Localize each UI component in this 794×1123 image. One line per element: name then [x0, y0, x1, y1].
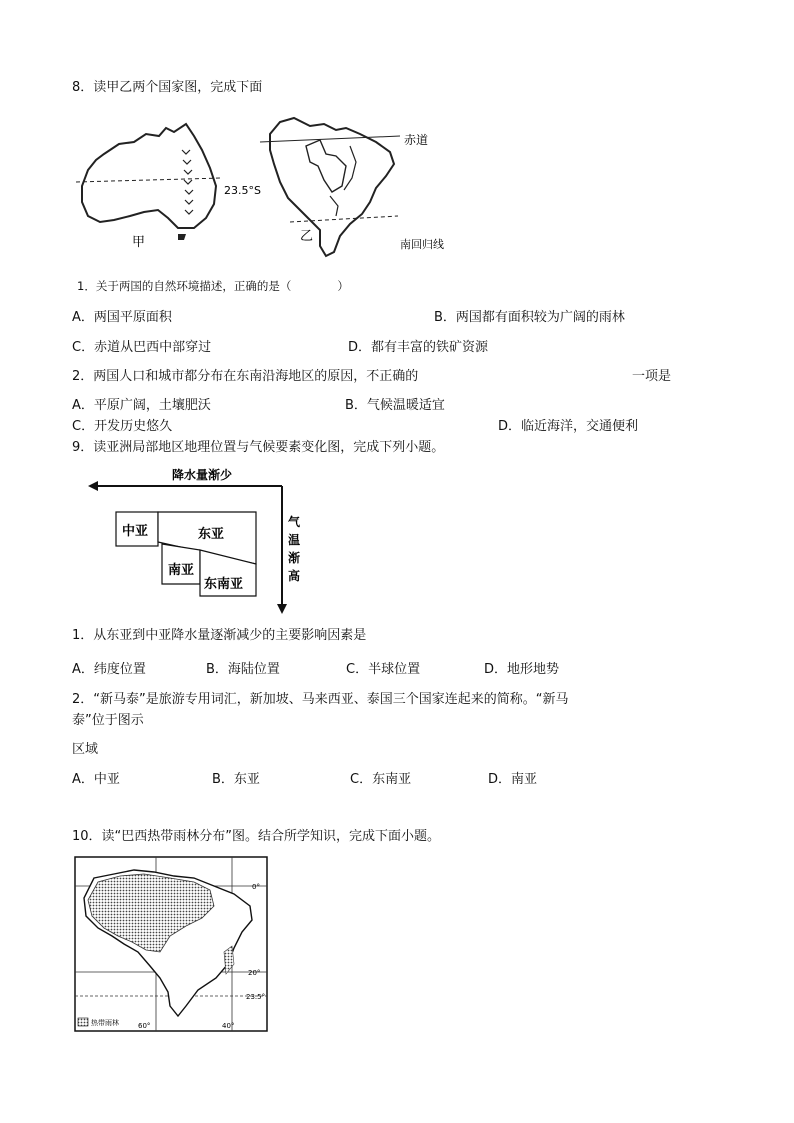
q9-sub2-stem-line3: 区域: [72, 742, 99, 757]
q10-rainforest-map: [74, 856, 268, 1032]
lat-235-label: 23.5°: [246, 993, 266, 1001]
q8-sub1-option-d: D．都有丰富的铁矿资源: [348, 340, 489, 355]
q8-title: 8．读甲乙两个国家图，完成下面: [72, 80, 263, 95]
q10-title: 10．读“巴西热带雨林分布”图。结合所学知识，完成下面小题。: [72, 829, 441, 844]
q9-sub1-option-d: D．地形地势: [484, 662, 560, 677]
q8-sub2-stem-tail: 一项是: [632, 369, 672, 384]
lon-60-label: 60°: [138, 1022, 151, 1030]
equator-label: 赤道: [404, 133, 429, 147]
q8-sub2-option-d: D．临近海洋，交通便利: [498, 419, 639, 434]
tropic-label: 南回归线: [400, 238, 444, 251]
legend-swatch: [78, 1018, 88, 1026]
lon-40-label: 40°: [222, 1022, 235, 1030]
svg-text:东南亚: 东南亚: [204, 577, 244, 592]
q8-sub2-stem: 2．两国人口和城市都分布在东南沿海地区的原因，不正确的: [72, 369, 419, 384]
q9-sub2-option-d: D．南亚: [488, 772, 538, 787]
q8-map-figure: [74, 106, 444, 266]
q9-sub1-option-c: C．半球位置: [346, 662, 421, 677]
q8-sub1-option-b: B．两国都有面积较为广阔的雨林: [434, 310, 625, 325]
svg-text:南亚: 南亚: [168, 563, 195, 578]
side-label-1: 气: [288, 515, 301, 529]
side-label-2: 温: [288, 533, 301, 547]
lat-20-label: 20°: [248, 969, 261, 977]
q9-sub1-option-a: A．纬度位置: [72, 662, 146, 677]
q9-title: 9．读亚洲局部地区地理位置与气候要素变化图，完成下列小题。: [72, 440, 445, 455]
lat-label: 23.5°S: [224, 184, 261, 197]
label-yi: 乙: [300, 229, 314, 244]
q8-sub1-stem: 1．关于两国的自然环境描述，正确的是（ ）: [77, 279, 349, 293]
q8-sub2-option-c: C．开发历史悠久: [72, 419, 173, 434]
q9-sub1-stem: 1．从东亚到中亚降水量逐渐减少的主要影响因素是: [72, 628, 367, 643]
label-precip-decrease: 降水量渐少: [172, 468, 233, 482]
q8-sub2-option-a: A．平原广阔，土壤肥沃: [72, 398, 211, 413]
q9-sub1-option-b: B．海陆位置: [206, 662, 280, 677]
q9-sub2-option-b: B．东亚: [212, 772, 260, 787]
q8-sub1-option-c: C．赤道从巴西中部穿过: [72, 340, 212, 355]
lat-0-label: 0°: [252, 883, 260, 891]
q8-sub2-option-b: B．气候温暖适宜: [345, 398, 445, 413]
q9-sub2-stem-line1: 2．“新马泰”是旅游专用词汇，新加坡、马来西亚、泰国三个国家连起来的简称。“新马: [72, 692, 569, 707]
q9-sub2-option-a: A．中亚: [72, 772, 120, 787]
svg-text:中亚: 中亚: [122, 524, 149, 539]
side-label-3: 渐: [288, 551, 301, 565]
side-label-4: 高: [288, 569, 301, 583]
q8-sub1-option-a: A．两国平原面积: [72, 310, 172, 325]
label-jia: 甲: [132, 235, 146, 250]
q9-sub2-option-c: C．东南亚: [350, 772, 412, 787]
q9-sub2-stem-line2: 泰”位于图示: [72, 713, 144, 728]
svg-text:东亚: 东亚: [198, 527, 225, 542]
q9-climate-diagram: [86, 464, 310, 614]
legend-label: 热带雨林: [91, 1019, 119, 1027]
